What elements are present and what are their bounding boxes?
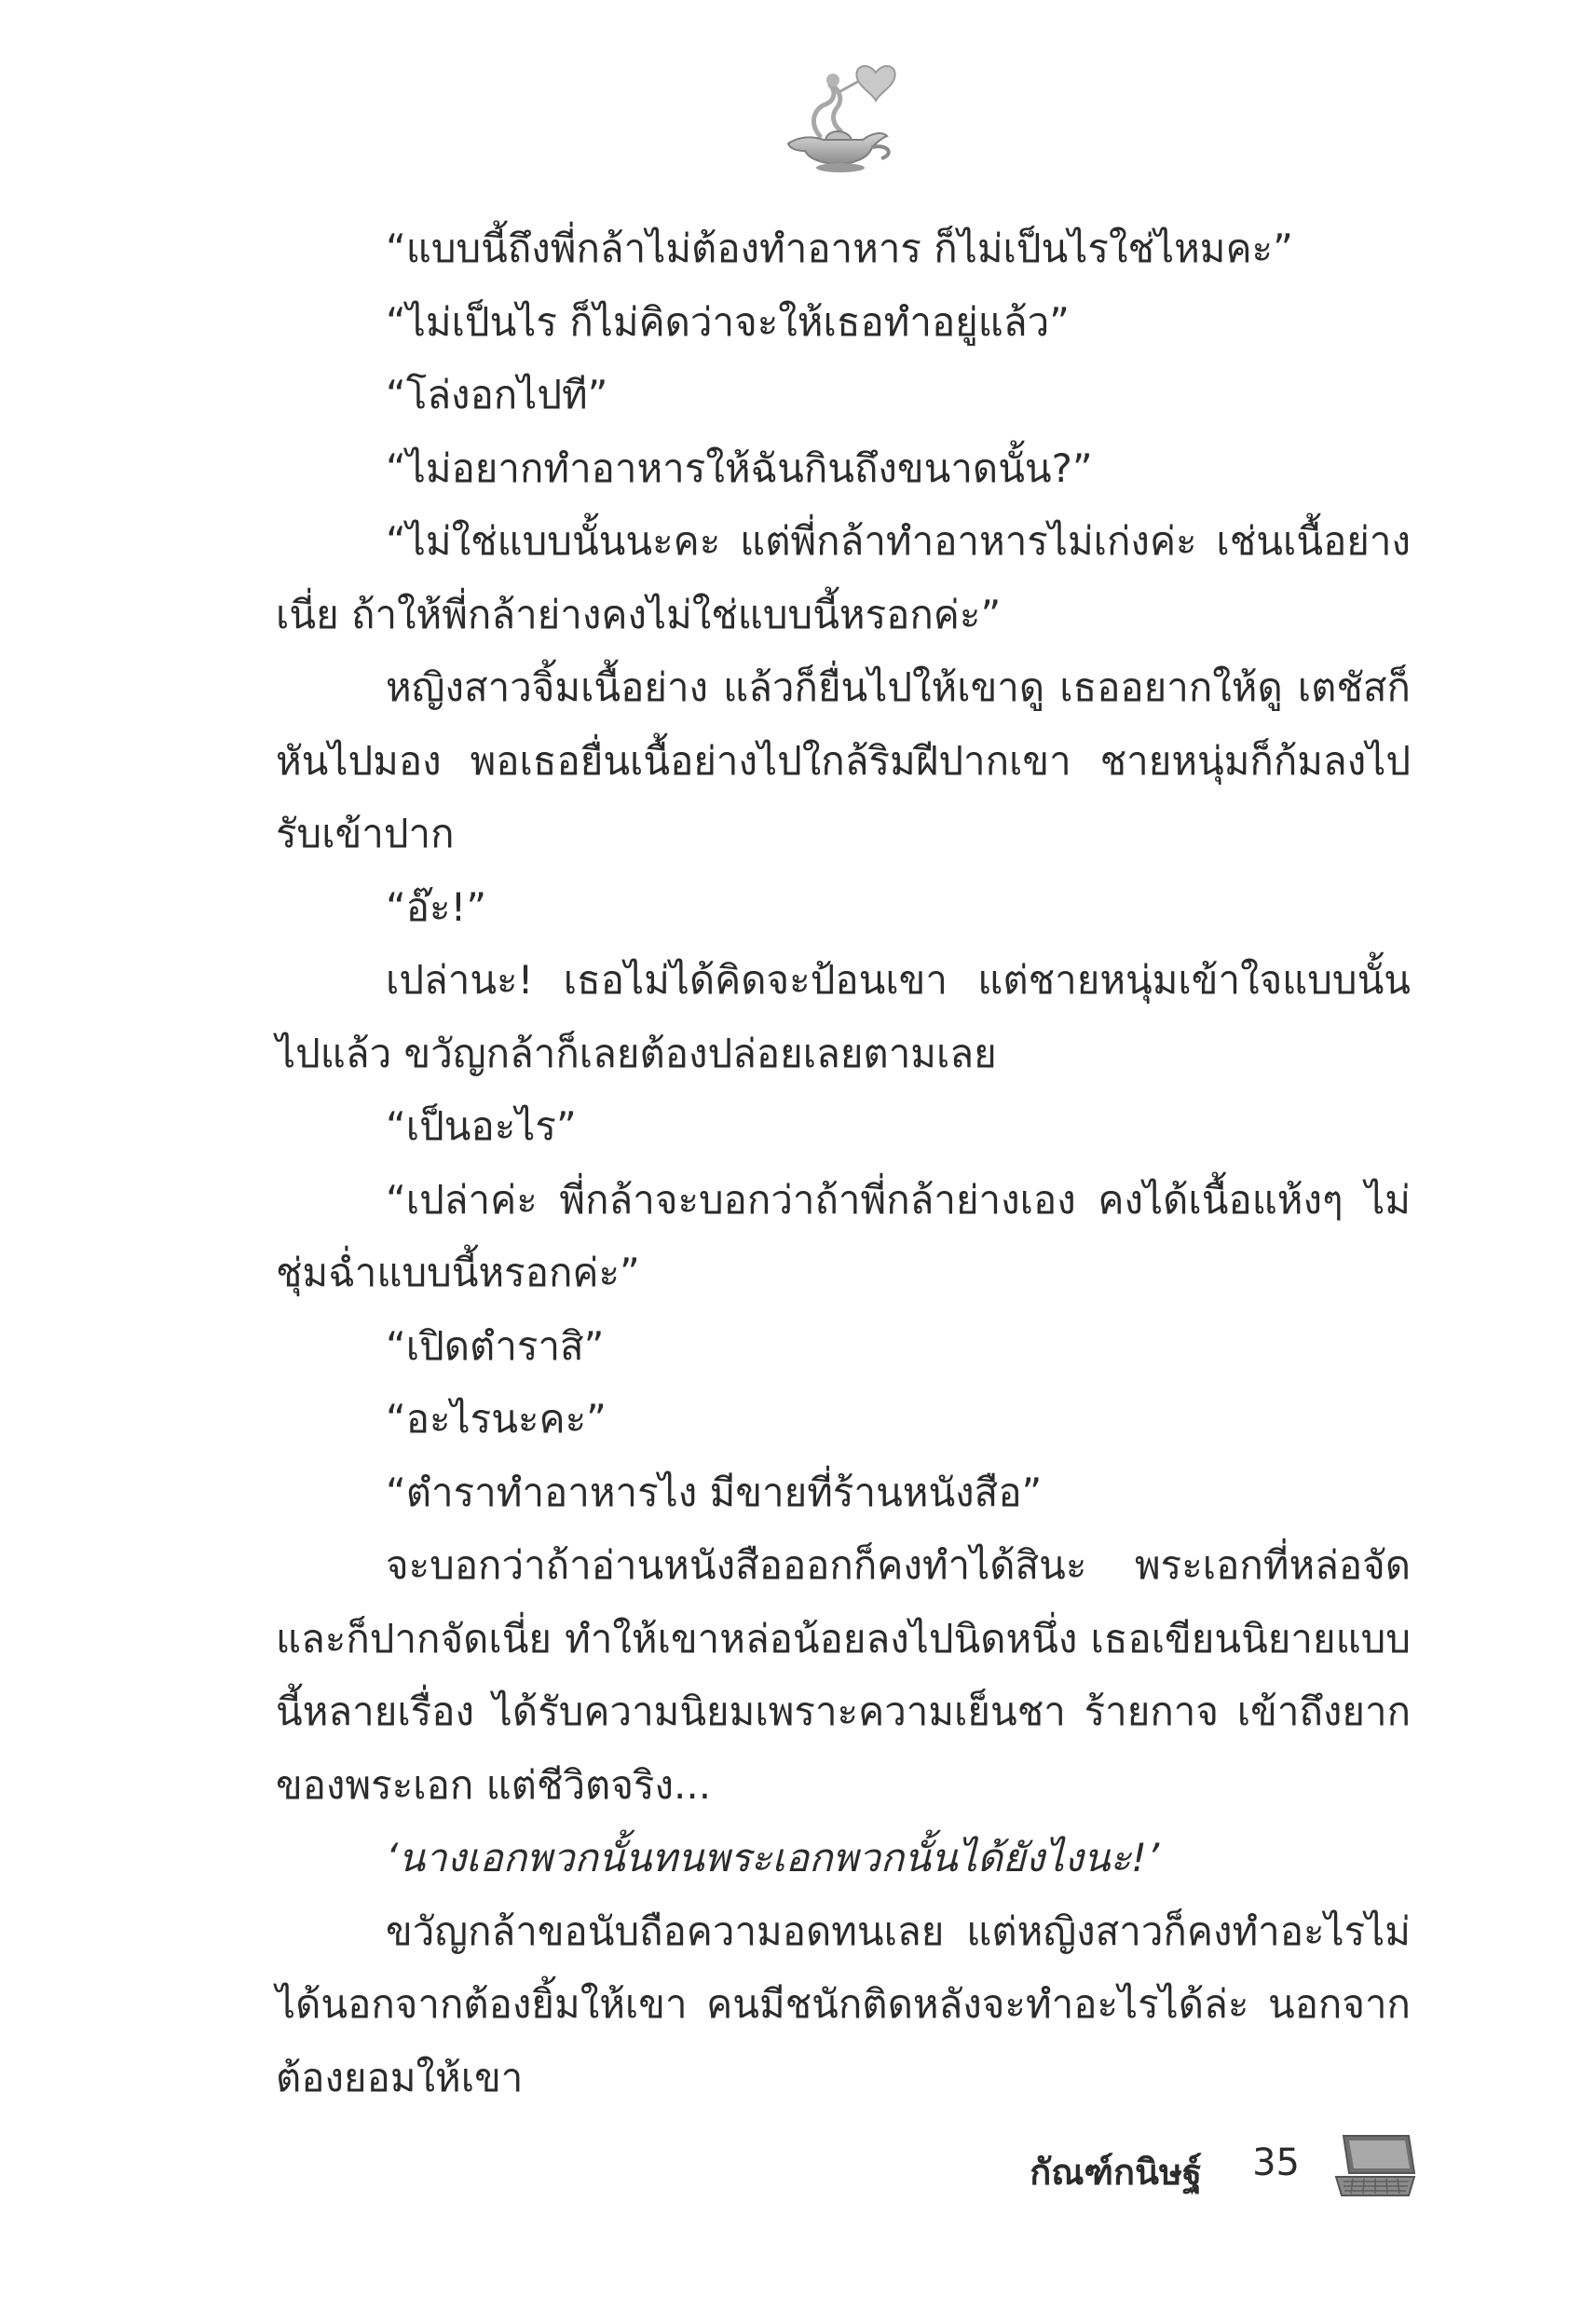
paragraph: หญิงสาวจิ้มเนื้อย่าง แล้วก็ยื่นไปให้เขาดู เธออยากให้ดู เตชัสก็หันไปมอง พอเธอยื่นเนื้อย่างไปใกล้ริมฝีปากเขา ชายหนุ่มก็ก้มลงไปรับเข้าปาก xyxy=(276,664,1411,856)
page-footer xyxy=(1030,2132,1416,2207)
genie-lamp-heart-icon xyxy=(771,54,911,175)
paragraph: “อ๊ะ!” xyxy=(386,883,487,930)
paragraph: “เปิดตำราสิ” xyxy=(386,1322,605,1369)
paragraph-italic-thought: ‘นางเอกพวกนั้นทนพระเอกพวกนั้นได้ยังไงนะ!’ xyxy=(386,1835,1160,1880)
paragraph: เปล่านะ! เธอไม่ได้คิดจะป้อนเขา แต่ชายหนุ่มเข้าใจแบบนั้นไปแล้ว ขวัญกล้าก็เลยต้องปล่อยเลยตามเลย xyxy=(276,957,1411,1076)
paragraph: “ไม่เป็นไร ก็ไม่คิดว่าจะให้เธอทำอยู่แล้ว” xyxy=(386,298,1070,345)
laptop-icon xyxy=(1334,2132,1416,2199)
paragraph: “โล่งอกไปที” xyxy=(386,372,608,417)
paragraph: ขวัญกล้าขอนับถือความอดทนเลย แต่หญิงสาวก็คงทำอะไรไม่ได้นอกจากต้องยิ้มให้เขา คนมีชนักติดหลังจะทำอะไรได้ล่ะ นอกจากต้องยอมให้เขา xyxy=(276,1908,1411,2100)
paragraph: “เป็นอะไร” xyxy=(386,1103,577,1149)
page-number: 35 xyxy=(1252,2141,1300,2184)
paragraph: จะบอกว่าถ้าอ่านหนังสือออกก็คงทำได้สินะ พระเอกที่หล่อจัดและก็ปากจัดเนี่ย ทำให้เขาหล่อน้อยลงไปนิดหนึ่ง เธอเขียนนิยายแบบนี้หลายเรื่อง ได้รับความนิยมเพราะความเย็นชา ร้ายกาจ เข้าถึงยากของพระเอก แต่ชีวิตจริง... xyxy=(276,1542,1411,1808)
paragraph: “อะไรนะคะ” xyxy=(386,1396,607,1442)
paragraph: “แบบนี้ถึงพี่กล้าไม่ต้องทำอาหาร ก็ไม่เป็นไรใช่ไหมคะ” xyxy=(386,226,1293,271)
paragraph: “ไม่อยากทำอาหารให้ฉันกินถึงขนาดนั้น?” xyxy=(386,444,1093,491)
paragraph: “ตำราทำอาหารไง มีขายที่ร้านหนังสือ” xyxy=(386,1469,1043,1515)
paragraph: “ไม่ใช่แบบนั้นนะคะ แต่พี่กล้าทำอาหารไม่เก่งค่ะ เช่นเนื้อย่างเนี่ย ถ้าให้พี่กล้าย่างคงไม่ใช่แบบนี้หรอกค่ะ” xyxy=(276,518,1411,637)
paragraph: “เปล่าค่ะ พี่กล้าจะบอกว่าถ้าพี่กล้าย่างเอง คงได้เนื้อแห้งๆ ไม่ชุ่มฉ่ำแบบนี้หรอกค่ะ” xyxy=(276,1176,1411,1295)
body-text xyxy=(276,212,1411,2114)
footer-author-title: กัณฑ์กนิษฐ์ xyxy=(1030,2152,1202,2193)
